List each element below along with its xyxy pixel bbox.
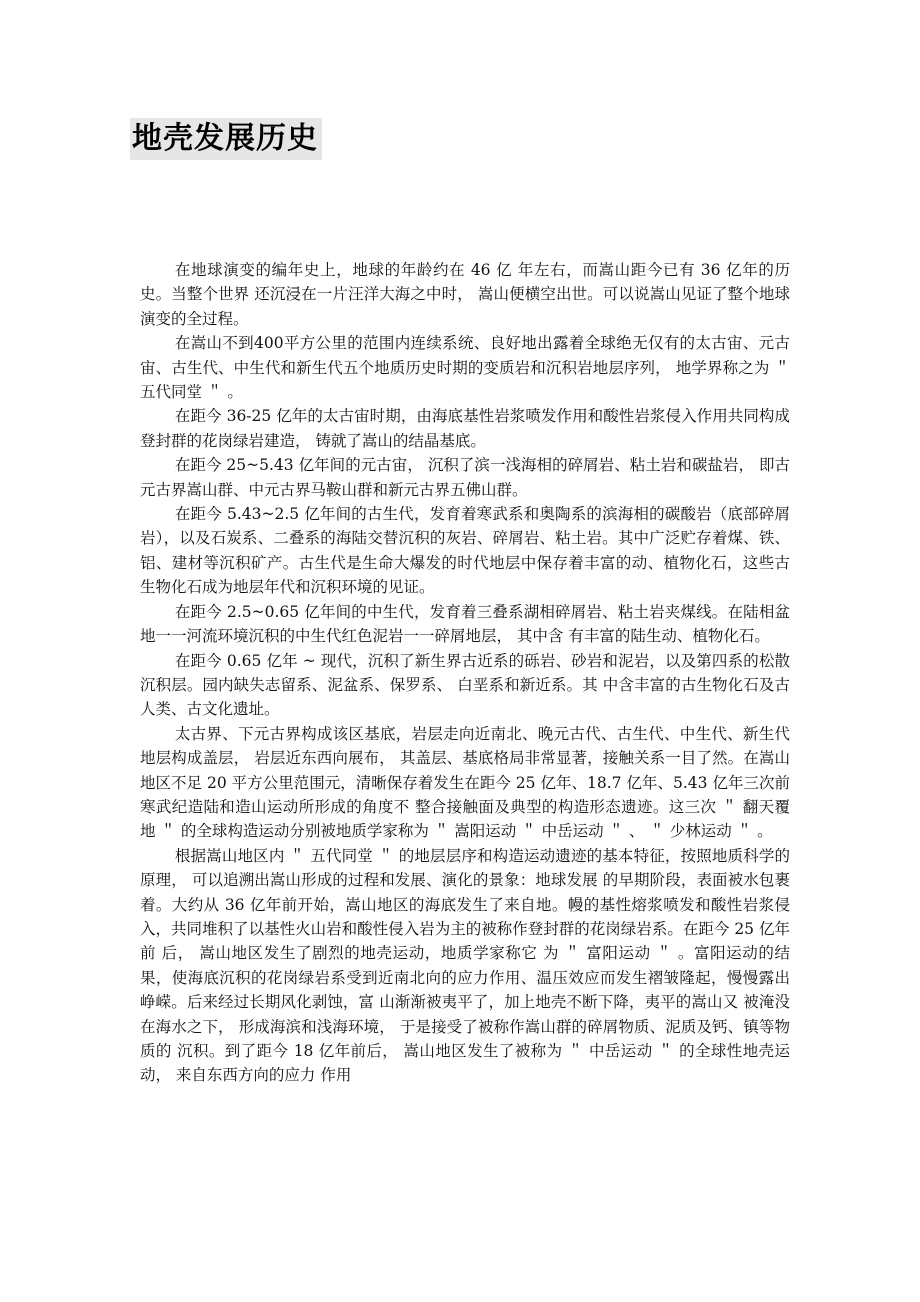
- document-body: [140, 258, 790, 1088]
- paragraph-five-eras: 在嵩山不到400平方公里的范围内连续系统、良好地出露着全球绝无仅有的太古宙、元古宙、古生代、中生代和新生代五个地质历史时期的变质岩和沉积岩地层序列， 地学界称之为 ＂ 五代同堂 ＂ 。: [140, 334, 790, 402]
- paragraph-proterozoic: 在距今 25~5.43 亿年间的元古宙， 沉积了滨一浅海相的碎屑岩、粘土岩和碳盐岩， 即古元古界嵩山群、中元古界马鞍山群和新元古界五佛山群。: [140, 456, 790, 499]
- page-title: 地壳发展历史: [130, 118, 322, 160]
- paragraph-paleozoic: 在距今 5.43~2.5 亿年间的古生代，发育着寒武系和奥陶系的滨海相的碳酸岩（底部碎屑岩），以及石炭系、二叠系的海陆交替沉积的灰岩、碎屑岩、粘土岩。其中广泛贮存着煤、铁、铝、建材等沉积矿产。古生代是生命大爆发的时代地层中保存着丰富的动、植物化石，这些古生物化石成为地层年代和沉积环境的见证。: [140, 505, 790, 597]
- paragraph-cenozoic: 在距今 0.65 亿年 ~ 现代，沉积了新生界古近系的砾岩、砂岩和泥岩，以及第四系的松散沉积层。园内缺失志留系、泥盆系、保罗系、 白垩系和新近系。其 中含丰富的古生物化石及古人类、古文化遗址。: [140, 651, 790, 719]
- paragraph-tectonic-structure: 太古界、下元古界构成该区基底，岩层走向近南北、晚元古代、古生代、中生代、新生代地层构成盖层， 岩层近东西向展布， 其盖层、基底格局非常显著，接触关系一目了然。在嵩山地区不足 20 平方公里范围元，清晰保存着发生在距今 25 亿年、18.7 亿年、5.43 亿年三次前寒武纪造陆和造山运动所形成的角度不 整合接触面及典型的构造形态遗迹。这三次 ＂ 翻天覆地 ＂ 的全球构造运动分别被地质学家称为 ＂ 嵩阳运动 ＂ 中岳运动 ＂ 、 ＂ 少林运动 ＂ 。: [140, 724, 790, 841]
- paragraph-age-of-earth: 在地球演变的编年史上，地球的年龄约在 46 亿 年左右，而嵩山距今已有 36 亿年的历史。当整个世界 还沉浸在一片汪洋大海之中时， 嵩山便横空出世。可以说嵩山见证了整个地球演变的全过程。: [140, 261, 790, 328]
- paragraph-mesozoic: 在距今 2.5~0.65 亿年间的中生代，发育着三叠系湖相碎屑岩、粘土岩夹煤线。在陆相盆地一一河流环境沉积的中生代红色泥岩一一碎屑地层， 其中含 有丰富的陆生动、植物化石。: [140, 602, 790, 646]
- paragraph-formation-history: 根据嵩山地区内 ＂ 五代同堂 ＂ 的地层层序和构造运动遗迹的基本特征，按照地质科学的原理， 可以追溯出嵩山形成的过程和发展、演化的景象：地球发展 的早期阶段，表面被水包裹着。大约从 36 亿年前开始，嵩山地区的海底发生了来自地。幔的基性熔浆喷发和酸性岩浆侵入，共同堆积了以基性火山岩和酸性侵入岩为主的被称作登封群的花岗绿岩系。在距今 25 亿年前 后， 嵩山地区发生了剧烈的地壳运动，地质学家称它 为 ＂ 富阳运动 ＂ 。富阳运动的结果，使海底沉积的花岗绿岩系受到近南北向的应力作用、温压效应而发生褶皱隆起，慢慢露出峥嵘。后来经过长期风化剥蚀，富 山渐渐被夷平了，加上地壳不断下降，夷平的嵩山又 被淹没在海水之下， 形成海滨和浅海环境， 于是接受了被称作嵩山群的碎屑物质、泥质及钙、镇等物质的 沉积。到了距今 18 亿年前后， 嵩山地区发生了被称为 ＂ 中岳运动 ＂ 的全球性地壳运动， 来自东西方向的应力 作用: [140, 846, 790, 1085]
- paragraph-archean: 在距今 36-25 亿年的太古宙时期，由海底基性岩浆喷发作用和酸性岩浆侵入作用共同构成登封群的花岗绿岩建造， 铸就了嵩山的结晶基底。: [140, 407, 790, 450]
